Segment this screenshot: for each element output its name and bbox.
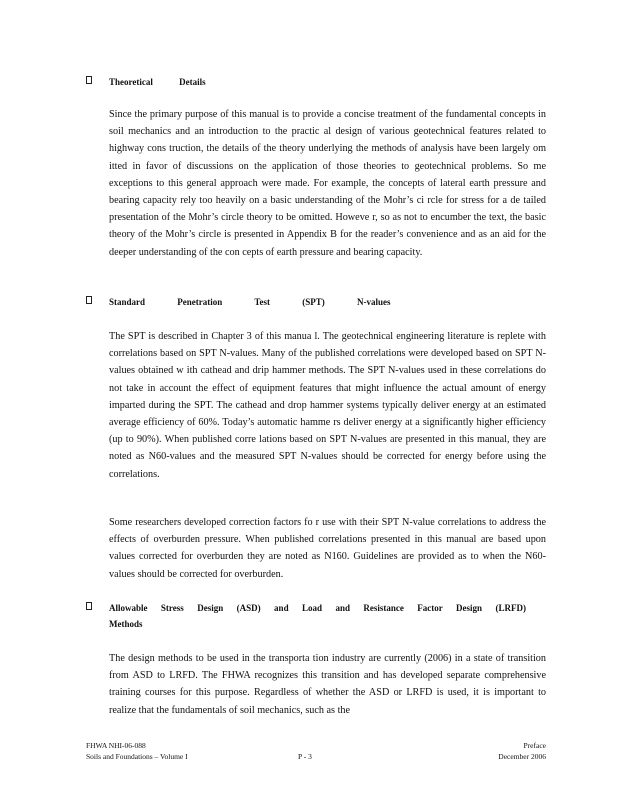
bullet-icon: [86, 296, 92, 304]
footer-chapter: Preface: [523, 741, 546, 750]
section-heading-continued: Methods: [109, 619, 143, 629]
section-heading: Theoretical Details: [109, 77, 206, 87]
footer-document-id: FHWA NHI-06-088: [86, 741, 146, 750]
footer-date: December 2006: [498, 752, 546, 761]
section-theoretical-details: [86, 76, 546, 286]
section-heading: Standard Penetration Test (SPT) N-values: [109, 297, 391, 307]
page-footer: [86, 740, 546, 762]
paragraph: The design methods to be used in the transporta tion industry are currently (2006) in a state of transition from ASD to LRFD. The FHWA recognizes this transition and has developed separate comprehensive training courses for this purpose. Regardless of whether the ASD or LRFD is used, it is important to realize that the fundamentals of soil mechanics, such as the: [109, 653, 546, 716]
section-asd-lrfd: [86, 602, 546, 722]
paragraph: The SPT is described in Chapter 3 of this manua l. The geotechnical engineering literature is replete with correlations based on SPT N-values. Many of the published correlations were developed based on SPT N-values obtained w ith cathead and drip hammer methods. The SPT N-values used in these correlations do not take in account the effect of equipment features that might influence the actual amount of energy imparted during the SPT. The cathead and drop hammer systems typically deliver energy at an estimated average efficiency of 60%. Today’s automatic hamme rs deliver energy at a significantly higher efficiency (up to 90%). When published corre lations based on SPT N-values are presented in this manual, they are noted as N60-values and the measured SPT N-values should be corrected for energy before using the correlations.: [109, 331, 546, 480]
paragraph: Since the primary purpose of this manual is to provide a concise treatment of the fundamental concepts in soil mechanics and an introduction to the practic al design of various geotechnical features related to highway cons truction, the details of the theory underlying the methods of analysis have been largely om itted in favor of discussions on the application of those theories to geotechnical problems. So me exceptions to this general approach were made. For example, the concepts of lateral earth pressure and bearing capacity rely too heavily on a basic understanding of the Mohr’s ci rcle for stress for a de tailed presentation of the Mohr’s circle theory to be omitted. Howeve r, so as not to encumber the text, the basic theory of the Mohr’s circle is presented in Appendix B for the reader’s convenience and as an aid for the deeper understanding of the con cepts of earth pressure and bearing capacity.: [109, 109, 546, 258]
footer-page-number: P - 3: [298, 752, 312, 761]
bullet-icon: [86, 76, 92, 84]
paragraph: Some researchers developed correction factors fo r use with their SPT N-value correlations to address the effects of overburden pressure. When published correlations presented in this manual are based upon values corrected for overburden they are noted as N160. Guidelines are provided as to when the N60-values should be corrected for overburden.: [109, 517, 546, 580]
section-spt-n-values: [86, 296, 546, 586]
bullet-icon: [86, 602, 92, 610]
section-heading: Allowable Stress Design (ASD) and Load and Resistance Factor Design (LRFD): [109, 603, 526, 613]
footer-title: Soils and Foundations – Volume I: [86, 752, 188, 761]
